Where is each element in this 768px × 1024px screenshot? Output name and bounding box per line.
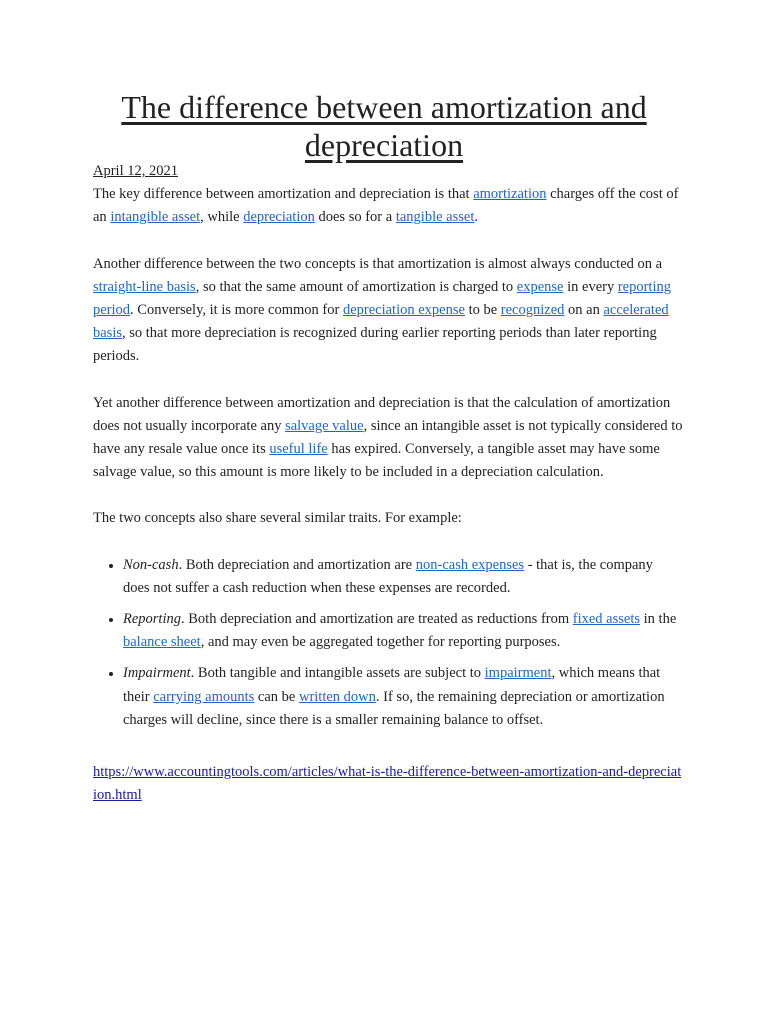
- link-recognized[interactable]: recognized: [500, 302, 565, 319]
- text: does so for a: [314, 209, 396, 226]
- text: on an: [564, 302, 604, 319]
- article-body: [93, 160, 683, 807]
- text: has expired. Conversely, a tangible asset may have some salvage value, so this amount is more likely to be included in a depreciation calculation.: [93, 441, 660, 481]
- text: , and may even be aggregated together for reporting purposes.: [200, 634, 561, 651]
- link-accelerated-basis[interactable]: accelerated basis: [93, 302, 669, 342]
- text: . Both depreciation and amortization are: [178, 556, 416, 573]
- text: - that is, the company does not suffer a cash reduction when these expenses are recorded.: [123, 556, 653, 596]
- text: , so that the same amount of amortization is charged to: [195, 278, 517, 295]
- list-item-non-cash: [123, 554, 683, 600]
- text: , so that more depreciation is recognized during earlier reporting periods than later reporting periods.: [93, 325, 657, 365]
- text: . Both depreciation and amortization are treated as reductions from: [181, 611, 573, 628]
- term-reporting: Reporting: [123, 611, 181, 628]
- link-intangible-asset[interactable]: intangible asset: [110, 209, 201, 226]
- text: in every: [563, 278, 618, 295]
- text: Yet another difference between amortization and depreciation is that the calculation of amortization does not usually incorporate any: [93, 394, 671, 434]
- link-balance-sheet[interactable]: balance sheet: [123, 634, 201, 651]
- paragraph-1: [93, 183, 683, 229]
- text: , which means that their: [123, 665, 661, 705]
- link-expense[interactable]: expense: [516, 278, 564, 295]
- text: . Both tangible and intangible assets are subject to: [190, 665, 485, 682]
- link-fixed-assets[interactable]: fixed assets: [572, 611, 641, 628]
- text: charges off the cost of an: [93, 186, 679, 226]
- text: .: [474, 209, 478, 226]
- paragraph-2: [93, 253, 683, 369]
- text: in the: [640, 611, 677, 628]
- list-item-reporting: [123, 608, 683, 654]
- term-impairment: Impairment: [123, 665, 191, 682]
- link-straight-line-basis[interactable]: straight-line basis: [93, 278, 196, 295]
- list-item-impairment: [123, 662, 683, 732]
- link-reporting-period[interactable]: reporting period: [93, 278, 671, 319]
- link-carrying-amounts[interactable]: carrying amounts: [153, 688, 255, 705]
- text: to be: [464, 302, 501, 319]
- paragraph-3: [93, 392, 683, 485]
- link-depreciation-expense[interactable]: depreciation expense: [342, 302, 465, 319]
- traits-list: [93, 554, 683, 732]
- page-title: The difference between amortization and depreciation: [121, 89, 647, 163]
- link-salvage-value[interactable]: salvage value: [285, 417, 364, 434]
- source-container: [93, 761, 683, 807]
- link-amortization[interactable]: amortization: [473, 186, 547, 203]
- text: , since an intangible asset is not typically considered to have any resale value once its: [93, 417, 683, 458]
- text: . Conversely, it is more common for: [130, 302, 343, 319]
- source-url-link[interactable]: https://www.accountingtools.com/articles/what-is-the-difference-between-amortization-and-depreciation.html: [93, 764, 682, 804]
- text: Another difference between the two concepts is that amortization is almost always conducted on a: [93, 255, 663, 272]
- text: can be: [254, 688, 299, 705]
- link-impairment[interactable]: impairment: [484, 665, 552, 682]
- text: The key difference between amortization and depreciation is that: [93, 186, 474, 203]
- paragraph-4: The two concepts also share several similar traits. For example:: [93, 510, 462, 527]
- link-written-down[interactable]: written down: [298, 688, 376, 705]
- text: . If so, the remaining depreciation or amortization charges will decline, since there is a smaller remaining balance to offset.: [123, 688, 665, 728]
- text: , while: [200, 209, 244, 226]
- link-depreciation[interactable]: depreciation: [243, 209, 315, 226]
- link-tangible-asset[interactable]: tangible asset: [395, 209, 475, 226]
- publish-date: April 12, 2021: [93, 163, 178, 179]
- link-useful-life[interactable]: useful life: [269, 441, 328, 458]
- term-non-cash: Non-cash: [123, 556, 179, 573]
- link-non-cash-expenses[interactable]: non-cash expenses: [415, 556, 525, 573]
